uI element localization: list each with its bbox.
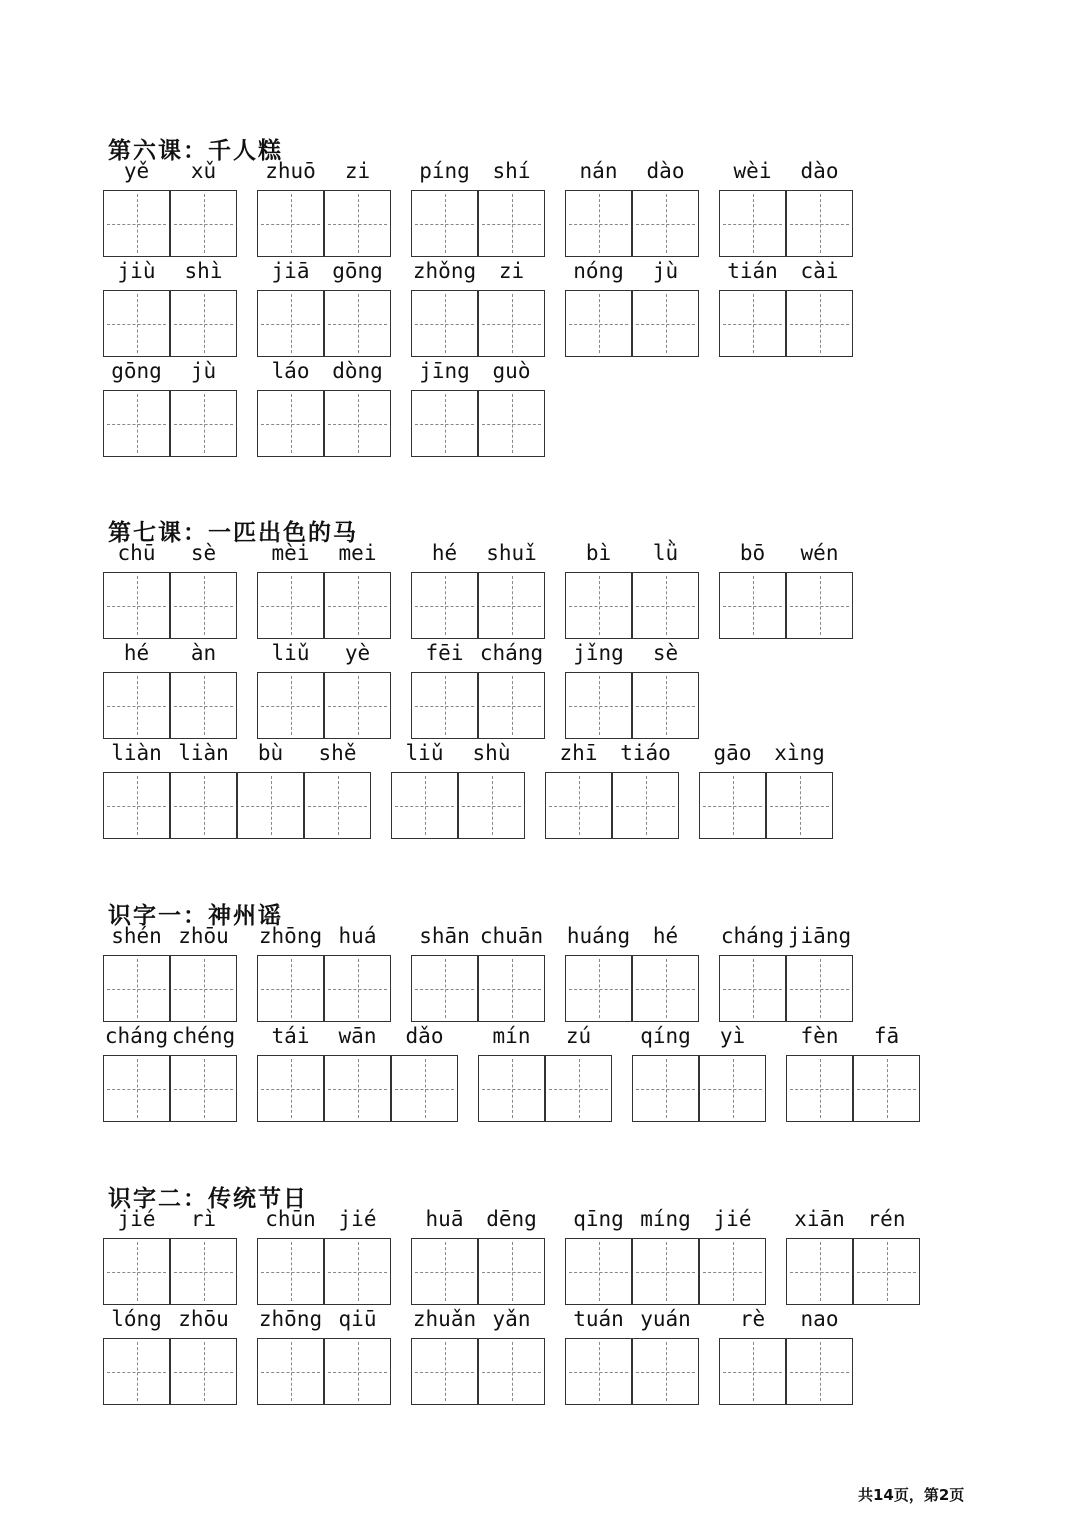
pinyin-syllable: dǎo (405, 1024, 444, 1048)
tianzige-writing-box[interactable] (786, 572, 853, 639)
tianzige-writing-box[interactable] (478, 1238, 545, 1305)
tianzige-writing-box[interactable] (612, 772, 679, 839)
tianzige-writing-box[interactable] (411, 672, 478, 739)
pinyin-syllable: huā (425, 1207, 464, 1231)
tianzige-writing-box[interactable] (304, 772, 371, 839)
pinyin-syllable: chuān (479, 924, 544, 948)
tianzige-writing-box[interactable] (478, 1055, 545, 1122)
tianzige-writing-box[interactable] (632, 955, 699, 1022)
lesson-title: 第七课：一匹出色的马 (108, 519, 358, 546)
tianzige-writing-box[interactable] (786, 1055, 853, 1122)
pinyin-syllable: yì (719, 1024, 746, 1048)
pinyin-syllable: fā (873, 1024, 900, 1048)
pinyin-syllable: zhōng (258, 924, 323, 948)
tianzige-writing-box[interactable] (632, 290, 699, 357)
tianzige-writing-box[interactable] (545, 772, 612, 839)
pinyin-syllable: píng (419, 159, 470, 183)
pinyin-syllable: cháng (720, 924, 785, 948)
tianzige-writing-box[interactable] (565, 190, 632, 257)
pinyin-syllable: shù (472, 741, 511, 765)
tianzige-writing-box[interactable] (257, 1055, 324, 1122)
pinyin-syllable: rì (190, 1207, 217, 1231)
pinyin-syllable: yè (344, 641, 371, 665)
pinyin-syllable: huáng (566, 924, 631, 948)
tianzige-writing-box[interactable] (170, 772, 237, 839)
tianzige-writing-box[interactable] (103, 772, 170, 839)
tianzige-writing-box[interactable] (103, 1238, 170, 1305)
tianzige-writing-box[interactable] (786, 1238, 853, 1305)
tianzige-writing-box[interactable] (565, 572, 632, 639)
tianzige-writing-box[interactable] (719, 955, 786, 1022)
tianzige-writing-box[interactable] (786, 1338, 853, 1405)
tianzige-writing-box[interactable] (170, 1338, 237, 1405)
tianzige-writing-box[interactable] (103, 672, 170, 739)
lesson-title: 第六课：千人糕 (108, 137, 283, 164)
tianzige-writing-box[interactable] (170, 955, 237, 1022)
pinyin-syllable: jù (652, 259, 679, 283)
pinyin-syllable: hé (431, 541, 458, 565)
tianzige-writing-box[interactable] (411, 572, 478, 639)
pinyin-syllable: liǔ (405, 741, 444, 765)
tianzige-writing-box[interactable] (170, 1238, 237, 1305)
tianzige-writing-box[interactable] (103, 572, 170, 639)
pinyin-syllable: cháng (104, 1024, 169, 1048)
tianzige-writing-box[interactable] (324, 390, 391, 457)
pinyin-syllable: jiā (271, 259, 310, 283)
pinyin-syllable: hé (123, 641, 150, 665)
tianzige-writing-box[interactable] (565, 672, 632, 739)
pinyin-syllable: tiáo (620, 741, 671, 765)
pinyin-syllable: cháng (479, 641, 544, 665)
pinyin-syllable: shí (492, 159, 531, 183)
tianzige-writing-box[interactable] (853, 1055, 920, 1122)
tianzige-writing-box[interactable] (391, 1055, 458, 1122)
pinyin-syllable: gōng (111, 359, 162, 383)
tianzige-writing-box[interactable] (786, 955, 853, 1022)
pinyin-syllable: nao (800, 1307, 839, 1331)
tianzige-writing-box[interactable] (257, 290, 324, 357)
tianzige-writing-box[interactable] (478, 1338, 545, 1405)
pinyin-syllable: sè (652, 641, 679, 665)
tianzige-writing-box[interactable] (170, 290, 237, 357)
tianzige-writing-box[interactable] (478, 290, 545, 357)
tianzige-writing-box[interactable] (853, 1238, 920, 1305)
pinyin-syllable: zú (565, 1024, 592, 1048)
tianzige-writing-box[interactable] (170, 190, 237, 257)
tianzige-writing-box[interactable] (103, 955, 170, 1022)
tianzige-writing-box[interactable] (257, 572, 324, 639)
pinyin-syllable: mín (492, 1024, 531, 1048)
pinyin-syllable: jiāng (787, 924, 852, 948)
pinyin-syllable: shuǐ (486, 541, 537, 565)
pinyin-syllable: qīng (573, 1207, 624, 1231)
pinyin-syllable: rè (739, 1307, 766, 1331)
tianzige-writing-box[interactable] (257, 190, 324, 257)
pinyin-syllable: bō (739, 541, 766, 565)
tianzige-writing-box[interactable] (632, 1338, 699, 1405)
tianzige-writing-box[interactable] (478, 390, 545, 457)
pinyin-syllable: zhōng (258, 1307, 323, 1331)
pinyin-syllable: qiū (338, 1307, 377, 1331)
pinyin-syllable: zhī (559, 741, 598, 765)
pinyin-syllable: nóng (573, 259, 624, 283)
pinyin-syllable: liàn (111, 741, 162, 765)
pinyin-syllable: láo (271, 359, 310, 383)
tianzige-writing-box[interactable] (170, 672, 237, 739)
pinyin-syllable: shān (419, 924, 470, 948)
pinyin-syllable: wén (800, 541, 839, 565)
tianzige-writing-box[interactable] (411, 190, 478, 257)
tianzige-writing-box[interactable] (632, 1238, 699, 1305)
pinyin-syllable: jié (713, 1207, 752, 1231)
tianzige-writing-box[interactable] (170, 1055, 237, 1122)
tianzige-writing-box[interactable] (632, 672, 699, 739)
pinyin-syllable: àn (190, 641, 217, 665)
pinyin-syllable: xiān (794, 1207, 845, 1231)
pinyin-syllable: rén (867, 1207, 906, 1231)
tianzige-writing-box[interactable] (719, 572, 786, 639)
pinyin-syllable: bì (585, 541, 612, 565)
tianzige-writing-box[interactable] (411, 390, 478, 457)
tianzige-writing-box[interactable] (632, 572, 699, 639)
pinyin-syllable: lǜ (652, 541, 679, 565)
tianzige-writing-box[interactable] (719, 190, 786, 257)
pinyin-syllable: cài (800, 259, 839, 283)
pinyin-syllable: liàn (178, 741, 229, 765)
pinyin-syllable: zhuō (265, 159, 316, 183)
tianzige-writing-box[interactable] (786, 190, 853, 257)
pinyin-syllable: sè (190, 541, 217, 565)
pinyin-syllable: zhōu (178, 1307, 229, 1331)
tianzige-writing-box[interactable] (257, 1238, 324, 1305)
tianzige-writing-box[interactable] (458, 772, 525, 839)
tianzige-writing-box[interactable] (565, 290, 632, 357)
pinyin-syllable: nán (579, 159, 618, 183)
pinyin-syllable: míng (640, 1207, 691, 1231)
pinyin-syllable: mèi (271, 541, 310, 565)
pinyin-syllable: tián (727, 259, 778, 283)
tianzige-writing-box[interactable] (170, 390, 237, 457)
tianzige-writing-box[interactable] (324, 672, 391, 739)
tianzige-writing-box[interactable] (719, 1338, 786, 1405)
tianzige-writing-box[interactable] (786, 290, 853, 357)
pinyin-syllable: dēng (486, 1207, 537, 1231)
tianzige-writing-box[interactable] (324, 1055, 391, 1122)
pinyin-syllable: yě (123, 159, 150, 183)
tianzige-writing-box[interactable] (565, 955, 632, 1022)
lesson-title: 识字一：神州谣 (108, 902, 283, 929)
pinyin-syllable: guò (492, 359, 531, 383)
pinyin-syllable: xìng (774, 741, 825, 765)
tianzige-writing-box[interactable] (699, 772, 766, 839)
pinyin-syllable: tái (271, 1024, 310, 1048)
pinyin-syllable: jù (190, 359, 217, 383)
tianzige-writing-box[interactable] (324, 955, 391, 1022)
tianzige-writing-box[interactable] (103, 290, 170, 357)
pinyin-syllable: jīng (419, 359, 470, 383)
tianzige-writing-box[interactable] (257, 1338, 324, 1405)
pinyin-syllable: dòng (332, 359, 383, 383)
pinyin-syllable: zi (344, 159, 371, 183)
tianzige-writing-box[interactable] (478, 572, 545, 639)
pinyin-syllable: mei (338, 541, 377, 565)
pinyin-syllable: wèi (733, 159, 772, 183)
tianzige-writing-box[interactable] (478, 190, 545, 257)
tianzige-writing-box[interactable] (699, 1238, 766, 1305)
tianzige-writing-box[interactable] (411, 955, 478, 1022)
tianzige-writing-box[interactable] (719, 290, 786, 357)
tianzige-writing-box[interactable] (103, 1055, 170, 1122)
pinyin-syllable: zi (498, 259, 525, 283)
pinyin-syllable: bù (257, 741, 284, 765)
tianzige-writing-box[interactable] (257, 390, 324, 457)
tianzige-writing-box[interactable] (324, 1338, 391, 1405)
pinyin-syllable: lóng (111, 1307, 162, 1331)
tianzige-writing-box[interactable] (478, 672, 545, 739)
tianzige-writing-box[interactable] (103, 190, 170, 257)
pinyin-syllable: shén (111, 924, 162, 948)
pinyin-syllable: gōng (332, 259, 383, 283)
pinyin-syllable: chéng (171, 1024, 236, 1048)
tianzige-writing-box[interactable] (391, 772, 458, 839)
tianzige-writing-box[interactable] (766, 772, 833, 839)
tianzige-writing-box[interactable] (565, 1338, 632, 1405)
tianzige-writing-box[interactable] (565, 1238, 632, 1305)
tianzige-writing-box[interactable] (324, 190, 391, 257)
lesson-title: 识字二：传统节日 (108, 1185, 308, 1212)
tianzige-writing-box[interactable] (411, 1238, 478, 1305)
pinyin-syllable: jǐng (573, 641, 624, 665)
pinyin-syllable: fēi (425, 641, 464, 665)
tianzige-writing-box[interactable] (324, 572, 391, 639)
pinyin-syllable: jiù (117, 259, 156, 283)
pinyin-syllable: gāo (713, 741, 752, 765)
tianzige-writing-box[interactable] (632, 190, 699, 257)
pinyin-syllable: chūn (265, 1207, 316, 1231)
pinyin-syllable: zhǒng (412, 259, 477, 283)
pinyin-syllable: jié (338, 1207, 377, 1231)
pinyin-syllable: yǎn (492, 1307, 531, 1331)
tianzige-writing-box[interactable] (545, 1055, 612, 1122)
tianzige-writing-box[interactable] (103, 1338, 170, 1405)
pinyin-syllable: shě (318, 741, 357, 765)
pinyin-syllable: huá (338, 924, 377, 948)
pinyin-syllable: tuán (573, 1307, 624, 1331)
tianzige-writing-box[interactable] (632, 1055, 699, 1122)
tianzige-writing-box[interactable] (324, 1238, 391, 1305)
tianzige-writing-box[interactable] (257, 672, 324, 739)
pinyin-syllable: xǔ (190, 159, 217, 183)
tianzige-writing-box[interactable] (103, 390, 170, 457)
pinyin-syllable: fèn (800, 1024, 839, 1048)
pinyin-syllable: hé (652, 924, 679, 948)
tianzige-writing-box[interactable] (170, 572, 237, 639)
pinyin-syllable: shì (184, 259, 223, 283)
tianzige-writing-box[interactable] (699, 1055, 766, 1122)
pinyin-syllable: liǔ (271, 641, 310, 665)
tianzige-writing-box[interactable] (411, 290, 478, 357)
pinyin-syllable: wān (338, 1024, 377, 1048)
pinyin-syllable: yuán (640, 1307, 691, 1331)
tianzige-writing-box[interactable] (237, 772, 304, 839)
pinyin-syllable: chū (117, 541, 156, 565)
tianzige-writing-box[interactable] (257, 955, 324, 1022)
pinyin-syllable: dào (800, 159, 839, 183)
pinyin-syllable: qíng (640, 1024, 691, 1048)
pinyin-syllable: jié (117, 1207, 156, 1231)
tianzige-writing-box[interactable] (478, 955, 545, 1022)
pinyin-syllable: zhōu (178, 924, 229, 948)
pinyin-syllable: dào (646, 159, 685, 183)
tianzige-writing-box[interactable] (411, 1338, 478, 1405)
pinyin-syllable: zhuǎn (412, 1307, 477, 1331)
page-footer: 共14页，第2页 (858, 1486, 965, 1504)
tianzige-writing-box[interactable] (324, 290, 391, 357)
